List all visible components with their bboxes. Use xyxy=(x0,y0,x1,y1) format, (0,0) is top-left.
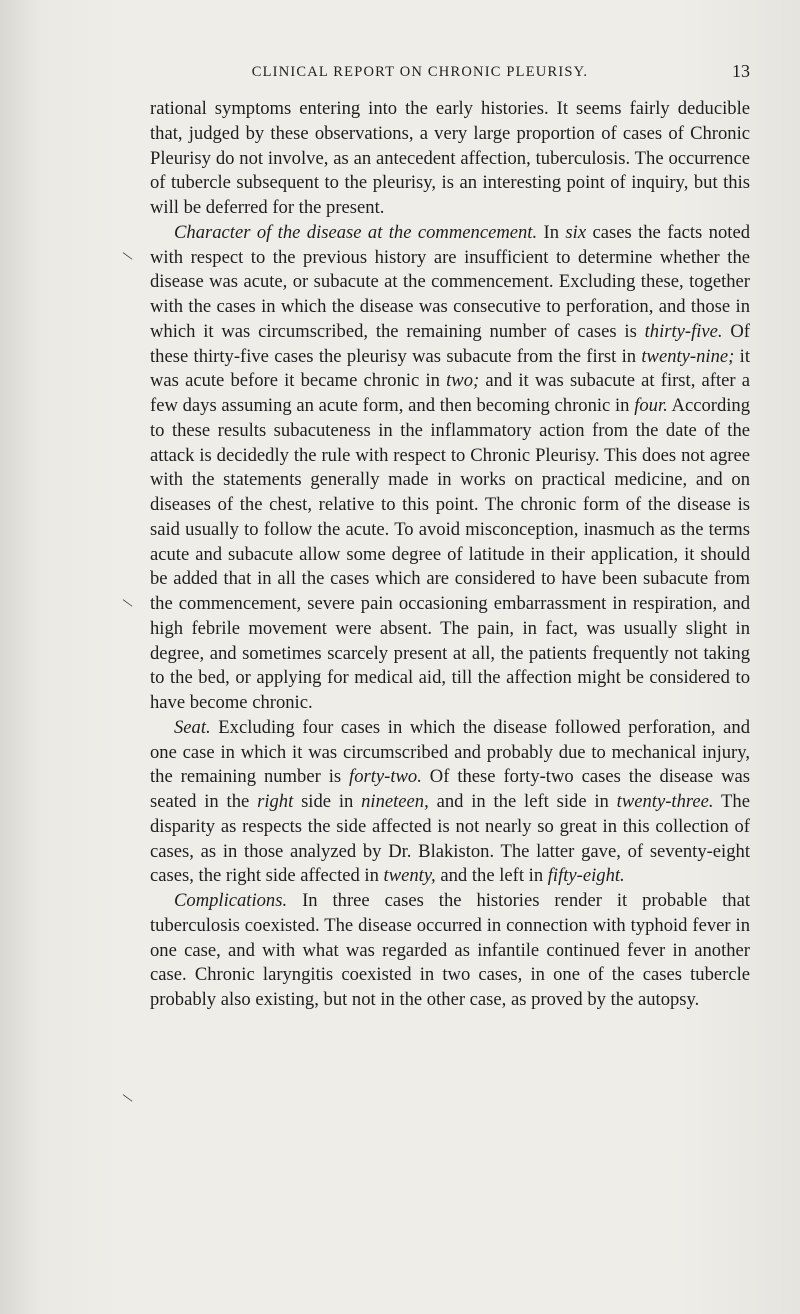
text-run: side in xyxy=(293,791,362,812)
text-run: and the left in xyxy=(435,865,548,887)
italic-text: twenty, xyxy=(383,865,436,887)
paragraph xyxy=(150,716,750,889)
italic-text: fifty-eight. xyxy=(547,865,625,887)
text-run: rational symptoms entering into the early histories. It seems fairly deducible that, judged by these observations, a very large proportion of cases of Chronic Pleurisy do not involve, as an antecedent affection, tuberculosis. The occurrence of tubercle subsequent to the pleurisy, is an interesting point of inquiry, but this will be deferred for the present. xyxy=(150,98,750,218)
margin-tick-mark: \ xyxy=(121,248,135,265)
text-run: According to these results subacuteness in the inflammatory action from the date of the attack is decidedly the rule with respect to Chronic Pleurisy. This does not agree with the statements generally made in works on practical medicine, and on diseases of the chest, relative to this point. The chronic form of the disease is said usually to follow the acute. To avoid misconception, inasmuch as the terms acute and subacute allow some degree of latitude in their application, it should be added that in all the cases which are considered to have been subacute from the commencement, severe pain occasioning embarrassment in respiration, and high febrile movement were absent. The pain, in fact, was usually slight in degree, and sometimes scarcely present at all, the patients frequently not taking to the bed, or applying for medical aid, till the affection might be considered to have become chronic. xyxy=(150,395,750,713)
paragraph xyxy=(150,221,750,716)
italic-text: Complications. xyxy=(174,890,288,911)
text-run: In three cases the histories render it probable that tuberculosis coexisted. The disease occurred in connection with typhoid fever in one case, and with what was regarded as infantile continued fever in another case. Chronic laryngitis coexisted in two cases, in one of the cases tubercle probably also existing, but not in the other case, as proved by the autopsy. xyxy=(150,890,750,1010)
italic-text: thirty-five. xyxy=(644,320,723,342)
paragraph xyxy=(150,97,750,221)
running-head: CLINICAL REPORT ON CHRONIC PLEURISY. xyxy=(251,64,589,80)
text-run: and in the left side in xyxy=(428,791,617,812)
text-run: Of these thirty-five cases the pleurisy was subacute from the first in xyxy=(150,320,750,367)
italic-text: nineteen, xyxy=(361,791,429,812)
margin-tick-mark: \ xyxy=(121,1090,135,1107)
paragraph xyxy=(150,889,750,1013)
italic-text: Seat. xyxy=(174,716,211,738)
text-run: Of these forty-two cases the disease was seated in the xyxy=(150,766,750,812)
text-run: Excluding four cases in which the disease followed perforation, and one case in which it was circumscribed and probably due to mechanical injury, the remaining number is xyxy=(150,716,750,788)
italic-text: right xyxy=(257,791,294,812)
text-run: The disparity as respects the side affected is not nearly so great in this collection of cases, as in those analyzed by Dr. Blakiston. The latter gave, of seventy-eight cases, the right side affected in xyxy=(150,791,750,887)
italic-text: six xyxy=(565,221,587,243)
page-number: 13 xyxy=(732,61,750,81)
body-text xyxy=(150,97,750,1013)
italic-text: twenty-three. xyxy=(616,791,714,812)
italic-text: four. xyxy=(634,395,668,416)
margin-tick-mark: \ xyxy=(121,595,135,612)
italic-text: two; xyxy=(446,370,480,392)
text-run: it was acute before it became chronic in xyxy=(150,345,750,392)
italic-text: Character of the disease at the commencement. xyxy=(174,221,538,243)
page-header xyxy=(150,61,750,86)
text-run: cases the facts noted with respect to the previous history are insufficient to determine whether the disease was acute, or subacute at the commencement. Excluding these, together with the cases in which the disease was consecutive to perforation, and those in which it was circumscribed, the remaining number of cases is xyxy=(150,221,750,342)
italic-text: forty-two. xyxy=(349,766,422,788)
text-run: In xyxy=(537,221,566,243)
italic-text: twenty-nine; xyxy=(641,345,735,367)
text-run: and it was subacute at first, after a few days assuming an acute form, and then becoming chronic in xyxy=(150,370,750,416)
